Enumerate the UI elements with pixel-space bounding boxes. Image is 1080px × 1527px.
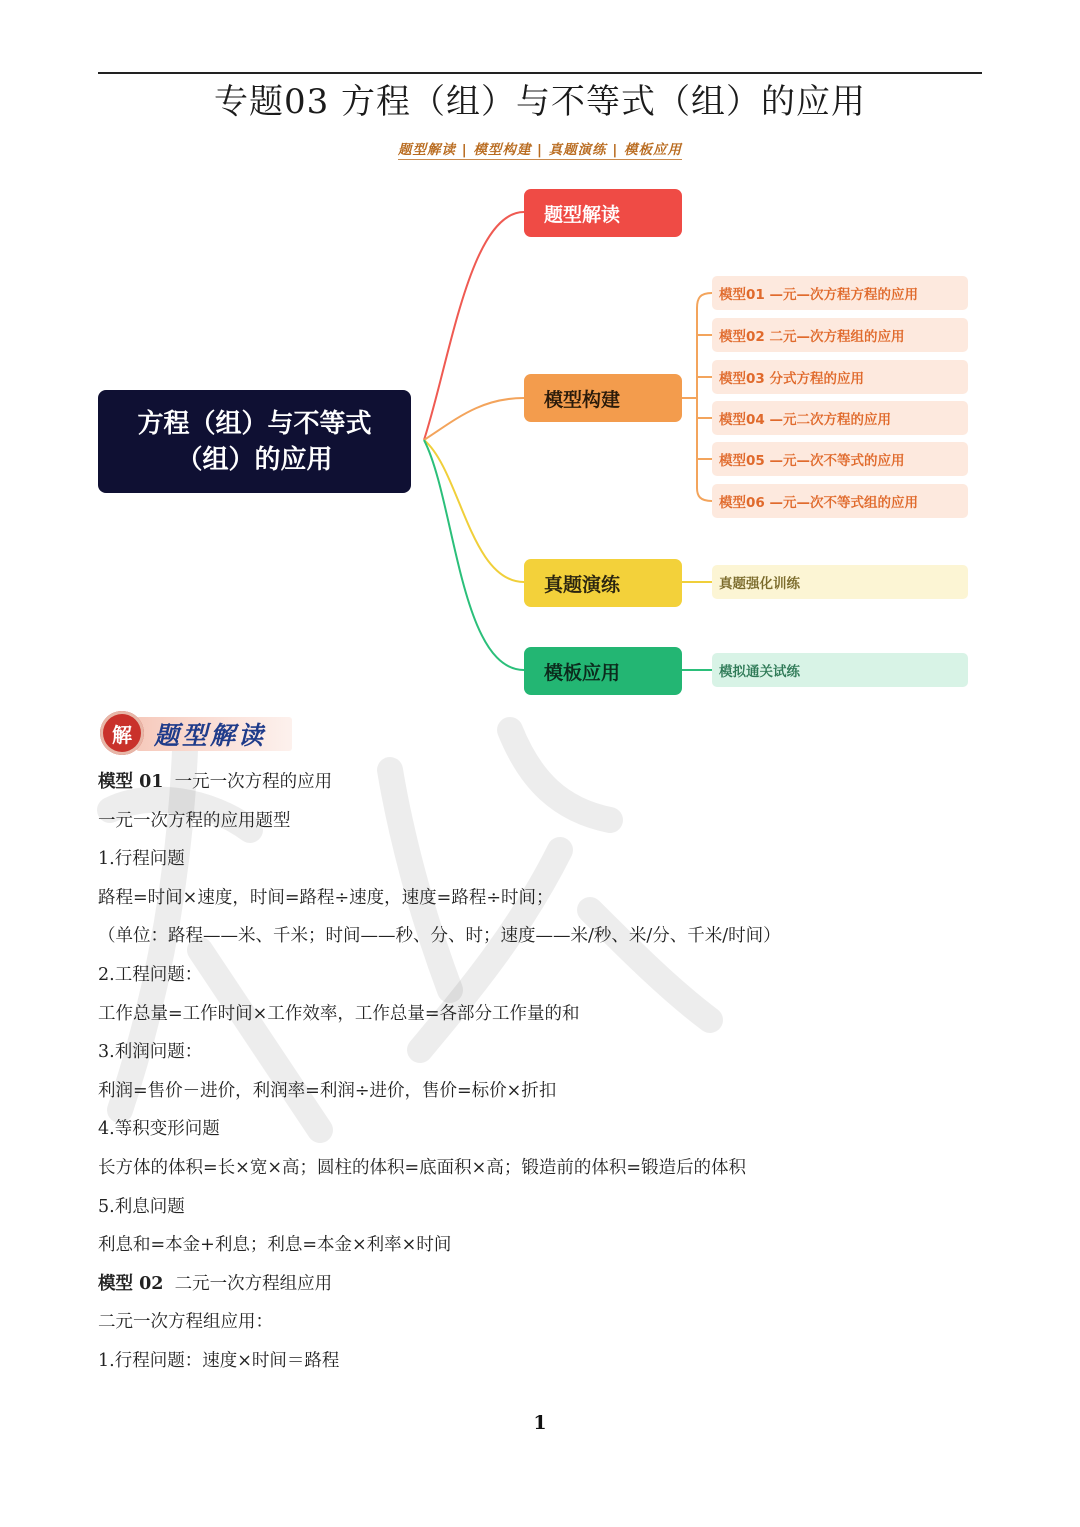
model-01-number: 模型 01 [98,772,164,792]
model-02-heading [98,1265,982,1304]
paragraph-line: 一元一次方程的应用题型 [98,810,291,831]
paragraph-line: 1.行程问题 [98,849,185,870]
page-title: 专题03 方程（组）与不等式（组）的应用 [213,82,867,122]
badge-seal-icon: 解 [100,711,144,755]
leaf-model-06: 模型06 —元—次不等式组的应用 [712,484,968,518]
leaf-model-05: 模型05 —元—次不等式的应用 [712,442,968,476]
root-line-2: （组）的应用 [176,444,333,475]
connector-orange [424,398,524,440]
connector-green [424,440,524,670]
model-02-title: 二元一次方程组应用 [174,1273,333,1294]
leaf-model-04: 模型04 —元二次方程的应用 [712,401,968,435]
paragraph-line: 利润=售价－进价，利润率=利润÷进价，售价=标价×折扣 [98,1080,557,1101]
leaf-model-02: 模型02 二元—次方程组的应用 [712,318,968,352]
leaf-mock-practice: 模拟通关试练 [712,653,968,687]
root-line-1: 方程（组）与不等式 [137,408,372,439]
paragraph-line: （单位：路程——米、千米；时间——秒、分、时；速度——米/秒、米/分、千米/时间） [98,926,781,947]
paragraph-line: 二元一次方程组应用： [98,1312,273,1333]
leaf-model-03: 模型03 分式方程的应用 [712,360,968,394]
paragraph-line: 2.工程问题： [98,964,203,985]
paragraph-line: 1.行程问题：速度×时间＝路程 [98,1350,340,1371]
model-01-heading [98,763,982,802]
paragraph-line: 利息和=本金+利息；利息=本金×利率×时间 [98,1235,452,1256]
page-number: 1 [533,1412,547,1434]
section-badge [100,711,294,755]
badge-title: 题型解读 [154,721,267,750]
model-01-title: 一元一次方程的应用 [174,772,333,792]
branch-model-building: 模型构建 [524,374,682,422]
paragraph-line: 3.利润问题： [98,1042,203,1063]
branch-title-interpretation: 题型解读 [524,189,682,237]
leaf-model-01: 模型01 —元—次方程方程的应用 [712,276,968,310]
mindmap-root [98,390,411,493]
subtitle-text: 题型解读 | 模型构建 | 真题演练 | 模板应用 [398,142,682,158]
branch-template-application: 模板应用 [524,647,682,695]
document-body [98,763,982,1381]
paragraph-line: 4.等积变形问题 [98,1119,220,1140]
leaf-exam-training: 真题强化训练 [712,565,968,599]
model-02-number: 模型 02 [98,1273,164,1294]
connector-red [424,212,524,440]
paragraph-line: 工作总量=工作时间×工作效率，工作总量=各部分工作量的和 [98,1003,580,1024]
connector-yellow [424,440,524,582]
paragraph-line: 长方体的体积=长×宽×高；圆柱的体积=底面积×高；锻造前的体积=锻造后的体积 [98,1157,746,1178]
paragraph-line: 5.利息问题 [98,1196,185,1217]
paragraph-line: 路程=时间×速度，时间=路程÷速度，速度=路程÷时间； [98,887,554,908]
branch-past-exam-practice: 真题演练 [524,559,682,607]
